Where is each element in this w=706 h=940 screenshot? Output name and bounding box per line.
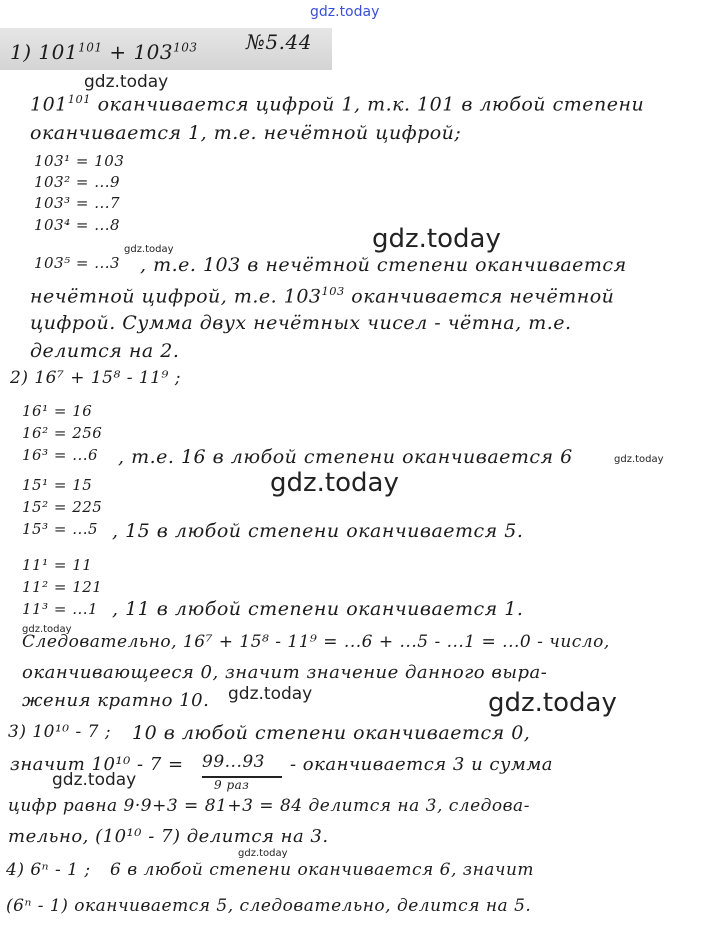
watermark: gdz.today: [124, 244, 174, 255]
text-line: цифрой. Сумма двух нечётных чисел - чётна, т.е.: [30, 312, 572, 334]
power-line: 11³ = ...1: [22, 600, 99, 618]
power-line: 103⁴ = ...8: [34, 216, 121, 234]
watermark: gdz.today: [238, 848, 288, 859]
problem-number: №5.44: [246, 30, 312, 54]
text-line: значит 10¹⁰ - 7 =: [10, 754, 184, 775]
exp-101: 101: [67, 92, 92, 106]
problem-1-base-b: + 103: [109, 40, 174, 64]
watermark: gdz.today: [372, 224, 501, 254]
nines-count: 9 раз: [214, 778, 250, 792]
text-line: тельно, (10¹⁰ - 7) делится на 3.: [8, 826, 329, 847]
text-line: делится на 2.: [30, 340, 180, 362]
text-line: жения кратно 10.: [22, 690, 210, 711]
text-line: , 11 в любой степени оканчивается 1.: [112, 598, 524, 620]
text-line: - оканчивается 3 и сумма: [290, 754, 554, 775]
base-101: 101: [30, 93, 68, 116]
power-line: 16² = 256: [22, 424, 103, 442]
power-line: 15¹ = 15: [22, 476, 93, 494]
watermark: gdz.today: [84, 72, 169, 92]
problem-4-header: 4) 6ⁿ - 1 ;: [6, 860, 91, 880]
power-line: 16¹ = 16: [22, 402, 93, 420]
power-line: 103² = ...9: [34, 173, 121, 191]
text-line: [30, 92, 644, 115]
text-line: (6ⁿ - 1) оканчивается 5, следовательно, делится на 5.: [6, 896, 532, 916]
watermark: gdz.today: [22, 624, 72, 635]
problem-1-exp-a: 101: [78, 40, 103, 55]
text-line-part: оканчивается нечётной: [351, 285, 615, 308]
watermark-top: gdz.today: [310, 4, 380, 20]
power-line: 103³ = ...7: [34, 194, 121, 212]
watermark: gdz.today: [614, 454, 664, 465]
text-line: 6 в любой степени оканчивается 6, значит: [110, 860, 535, 880]
power-line: 103¹ = 103: [34, 152, 125, 170]
power-line: 11¹ = 11: [22, 556, 93, 574]
problem-2-header: 2) 16⁷ + 15⁸ - 11⁹ ;: [10, 368, 181, 388]
text-line: оканчивающееся 0, значит значение данного выра-: [22, 662, 548, 683]
text-line: 10 в любой степени оканчивается 0,: [132, 722, 531, 744]
problem-3-header: 3) 10¹⁰ - 7 ;: [8, 722, 112, 742]
nines-number: 99...93: [202, 752, 265, 772]
text-line: , 15 в любой степени оканчивается 5.: [112, 520, 524, 542]
text-line-1: оканчивается цифрой 1, т.к. 101 в любой степени: [97, 93, 645, 116]
problem-1-exp-b: 103: [173, 40, 198, 55]
text-line: [30, 284, 614, 307]
watermark: gdz.today: [270, 468, 399, 498]
power-line: 15³ = ...5: [22, 520, 99, 538]
watermark: gdz.today: [488, 688, 617, 718]
text-line: , т.е. 16 в любой степени оканчивается 6: [118, 446, 573, 468]
power-line: 103⁵ = ...3: [34, 254, 121, 272]
problem-1-base-a: 1) 101: [10, 40, 79, 64]
watermark: gdz.today: [228, 684, 313, 704]
power-line: 15² = 225: [22, 498, 103, 516]
text-line: цифр равна 9·9+3 = 81+3 = 84 делится на 3, следова-: [8, 796, 530, 816]
power-line: 16³ = ...6: [22, 446, 99, 464]
problem-1-header: [10, 40, 198, 64]
text-line-part: нечётной цифрой, т.е. 103: [30, 285, 322, 308]
watermark: gdz.today: [52, 770, 137, 790]
text-line: , т.е. 103 в нечётной степени оканчивается: [140, 254, 627, 276]
power-line: 11² = 121: [22, 578, 103, 596]
text-line: оканчивается 1, т.е. нечётной цифрой;: [30, 122, 462, 144]
text-line: Следовательно, 16⁷ + 15⁸ - 11⁹ = ...6 + ...5 - ...1 = ...0 - число,: [22, 632, 610, 652]
exp-103: 103: [321, 284, 345, 298]
